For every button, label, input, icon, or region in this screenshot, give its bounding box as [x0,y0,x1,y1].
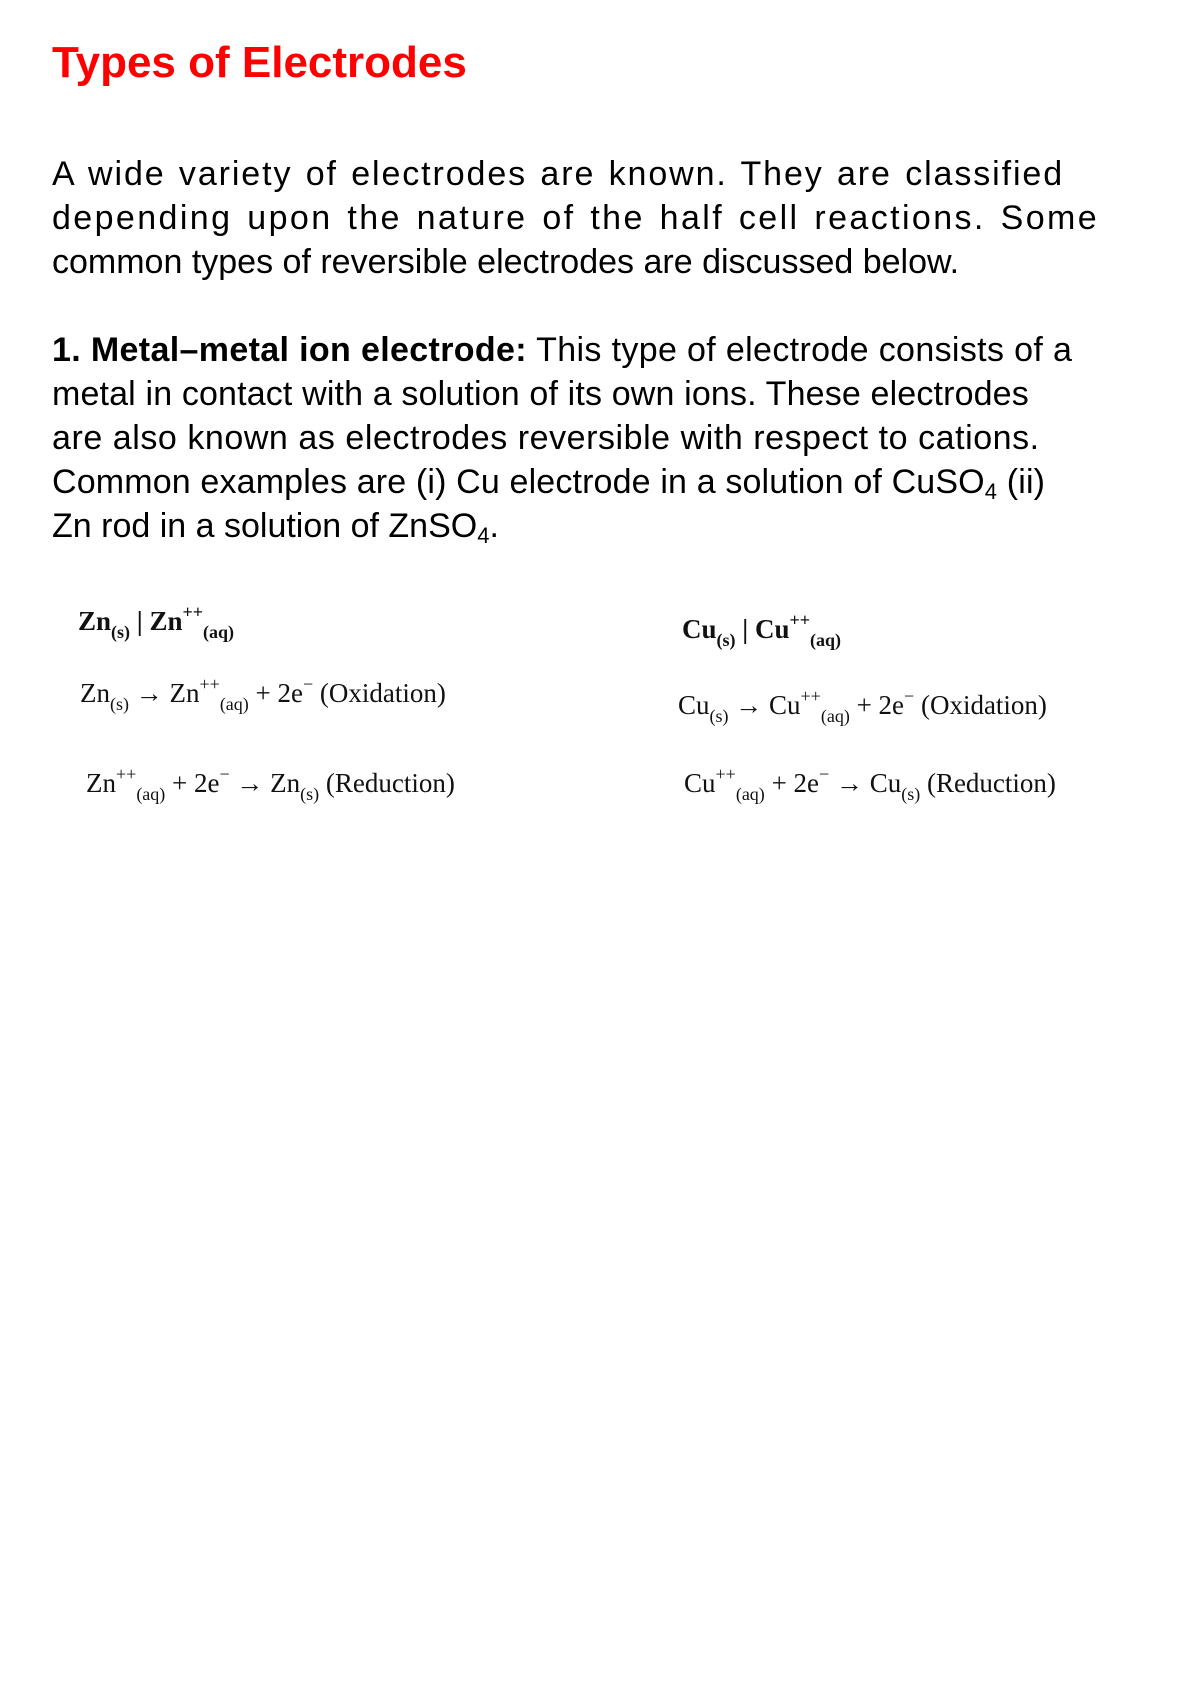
cuso4-subscript: 4 [984,479,998,504]
section-line-4-text: Common examples are (i) Cu electrode in a solution of CuSO [52,463,985,501]
zinc-reduction-equation: $Zn^{++}_{(aq)} + 2e^- \to Zn_{(s)}$ (Reduction) [86,764,455,804]
znso4-subscript: 4 [477,523,490,548]
section-metal-ion-paragraph [52,328,1150,548]
copper-oxidation-equation: $Cu_{(s)} \to Cu^{++}_{(aq)} + 2e^-$ (Oxidation) [678,686,1047,726]
zinc-cell-notation: $Zn_{(s)}$ | $Zn^{++}_{(aq)}$ [78,602,235,642]
section-line-5 [52,504,1150,548]
copper-reduction-equation: $Cu^{++}_{(aq)} + 2e^- \to Cu_{(s)}$ (Reduction) [684,764,1056,804]
section-line-5-end: . [489,507,499,545]
section-line-1 [52,328,1150,372]
copper-cell-notation: $Cu_{(s)}$ | $Cu^{++}_{(aq)}$ [682,610,841,650]
section-line-1-text: This type of electrode consists of a [526,331,1073,369]
section-line-3: are also known as electrodes reversible with respect to cations. [52,419,1040,457]
section-line-4-end: (ii) [997,463,1046,501]
intro-line-2: depending upon the nature of the half cell reactions. Some [52,199,1100,237]
page-title: Types of Electrodes [52,38,467,87]
section-line-4 [52,460,1150,504]
intro-paragraph [52,152,1150,284]
intro-line-3: common types of reversible electrodes are discussed below. [52,243,960,281]
section-line-5-text: Zn rod in a solution of ZnSO [52,507,478,545]
intro-line-1: A wide variety of electrodes are known. They are classified [52,155,1065,193]
zinc-oxidation-equation: $Zn_{(s)} \to Zn^{++}_{(aq)} + 2e^-$ (Oxidation) [80,674,446,714]
section-line-2: metal in contact with a solution of its own ions. These electrodes [52,375,1029,413]
section-heading: 1. Metal–metal ion electrode: [52,331,527,369]
